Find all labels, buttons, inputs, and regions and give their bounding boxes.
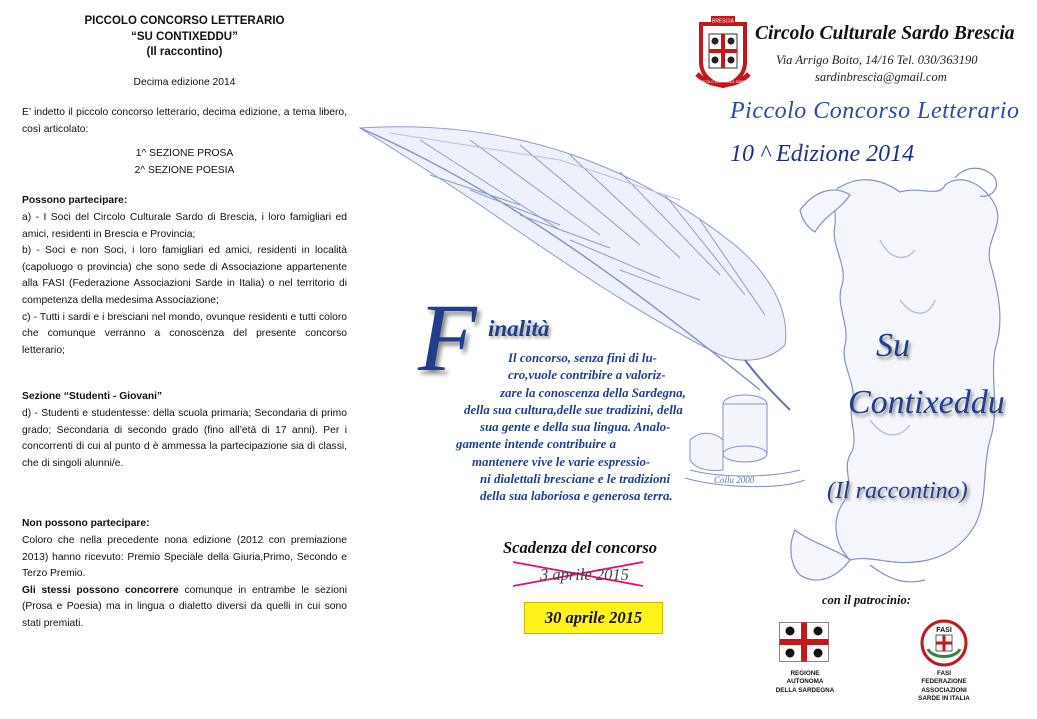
possono-a: a) - I Soci del Circolo Culturale Sardo di Brescia, i loro famigliari ed amici, residenti in Brescia e Provincia; [22,212,347,240]
fasi-line: ASSOCIAZIONI [921,686,967,694]
new-deadline: 30 aprile 2015 [544,608,643,627]
finalita-line: della sua cultura,delle sue tradizini, della [464,402,683,417]
possono-title: Possono partecipare: [22,195,128,207]
regione-line: DELLA SARDEGNA [775,686,835,694]
studenti-title: Sezione “Studenti - Giovani” [22,391,163,403]
studenti-d: d) - Studenti e studentesse: della scuola primaria; Secondaria di primo grado; Secondaria di secondo grado (fino all’età di 17 anni). Per i concorrenti di cui al punto d è ammessa la partecipazione sia di classi, che di singoli alunni/e. [22,408,347,469]
concorso-title: Piccolo Concorso Letterario [730,98,1020,124]
regione-line: REGIONE [790,670,820,677]
gli-stessi-rest: comunque in entrambe le sezioni (Prosa e Poesia) ma in lingua o dialetto diversi da quelli in cui sono stati premiati. [22,584,347,629]
finalita-line: sua gente e della sua lingua. Analo- [480,420,671,435]
left-title-1: PICCOLO CONCORSO LETTERARIO [84,15,285,27]
artist-signature: Collu 2000 [714,475,755,485]
patrocinio-label: con il patrocinio: [822,593,911,607]
new-deadline-box [524,602,663,634]
left-title-2: “SU CONTIXEDDU” [131,30,238,43]
logo-top-text: BRESCIA [712,18,734,25]
circolo-address: Via Arrigo Boito, 14/16 Tel. 030/363190 [776,53,978,67]
concorso-edition: 10 ^ Edizione 2014 [730,141,915,167]
circolo-email: sardinbrescia@gmail.com [815,70,947,84]
title-raccontino: (Il raccontino) [827,478,968,504]
section-prosa: 1^ SEZIONE PROSA [135,148,234,160]
non-possono-title: Non possono partecipare: [22,518,150,530]
title-su: Su [876,327,910,364]
scadenza-label: Scadenza del concorso [503,538,657,557]
circolo-logo-icon [693,14,753,90]
edition-line: Decima edizione 2014 [133,76,236,88]
finalita-line: zare la conoscenza della Sardegna, [500,385,686,400]
fasi-label [910,670,978,703]
non-possono-text: Coloro che nella precedente nona edizione (2012 con premiazione 2013) hanno ricevuto: Premio Speciale della Giuria,Primo, Secondo e Terzo Premio. [22,534,347,580]
intro-paragraph: E’ indetto il piccolo concorso letterario, decima edizione, a tema libero, così articolato: [22,107,347,135]
finalita-text [450,350,750,506]
regione-sardegna-flag-icon [779,622,829,662]
finalita-line: Il concorso, senza fini di lu- [508,351,657,365]
finalita-line: gamente intende contribuire a [456,437,617,452]
finalita-line: mantenere vive le varie espressio- [472,454,651,469]
regulations-panel [22,14,347,633]
circolo-name: Circolo Culturale Sardo Brescia [755,23,1015,44]
fasi-line: FEDERAZIONE [921,678,967,686]
finalita-line: cro,vuole contribire a valoriz- [508,368,666,383]
fasi-logo-icon [920,619,968,667]
old-deadline: 3 aprile 2015 [540,565,629,584]
section-poesia: 2^ SEZIONE POESIA [134,164,235,176]
possono-c: c) - Tutti i sardi e i bresciani nel mondo, ovunque residenti e tutti coloro che comunque verranno a conoscenza del presente concorso letterario; [22,311,347,356]
title-contixeddu: Contixeddu [848,384,1005,421]
regione-line: AUTONOMA [786,678,824,686]
fasi-logo-text: FASI [936,627,952,634]
finalita-line: della sua laboriosa e generosa terra. [480,489,673,504]
gli-stessi-paragraph [22,583,347,633]
regione-label [770,670,840,695]
fasi-line: SARDE IN ITALIA [918,694,970,702]
fasi-line: FASI [937,670,951,677]
logo-bottom-text: CIRCOLO CULTURALE SARDO [698,80,748,84]
sardinia-map-icon [791,168,1000,582]
finalita-initial: F [418,284,477,391]
possono-b: b) - Soci e non Soci, i loro famigliari ed amici, residenti in località (capoluogo o provincia) che sono sede di Associazione appartenente alla FASI (Federazione Associazioni Sarde in Italia) o nel territorio di competenza della medesima Associazione; [22,245,347,307]
finalita-heading: inalità [488,316,550,341]
finalita-line: ni dialettali bresciane e le tradizioni [480,472,671,487]
gli-stessi-bold: Gli stessi possono concorrere [22,584,179,596]
left-title-3: (Il raccontino) [146,46,223,58]
